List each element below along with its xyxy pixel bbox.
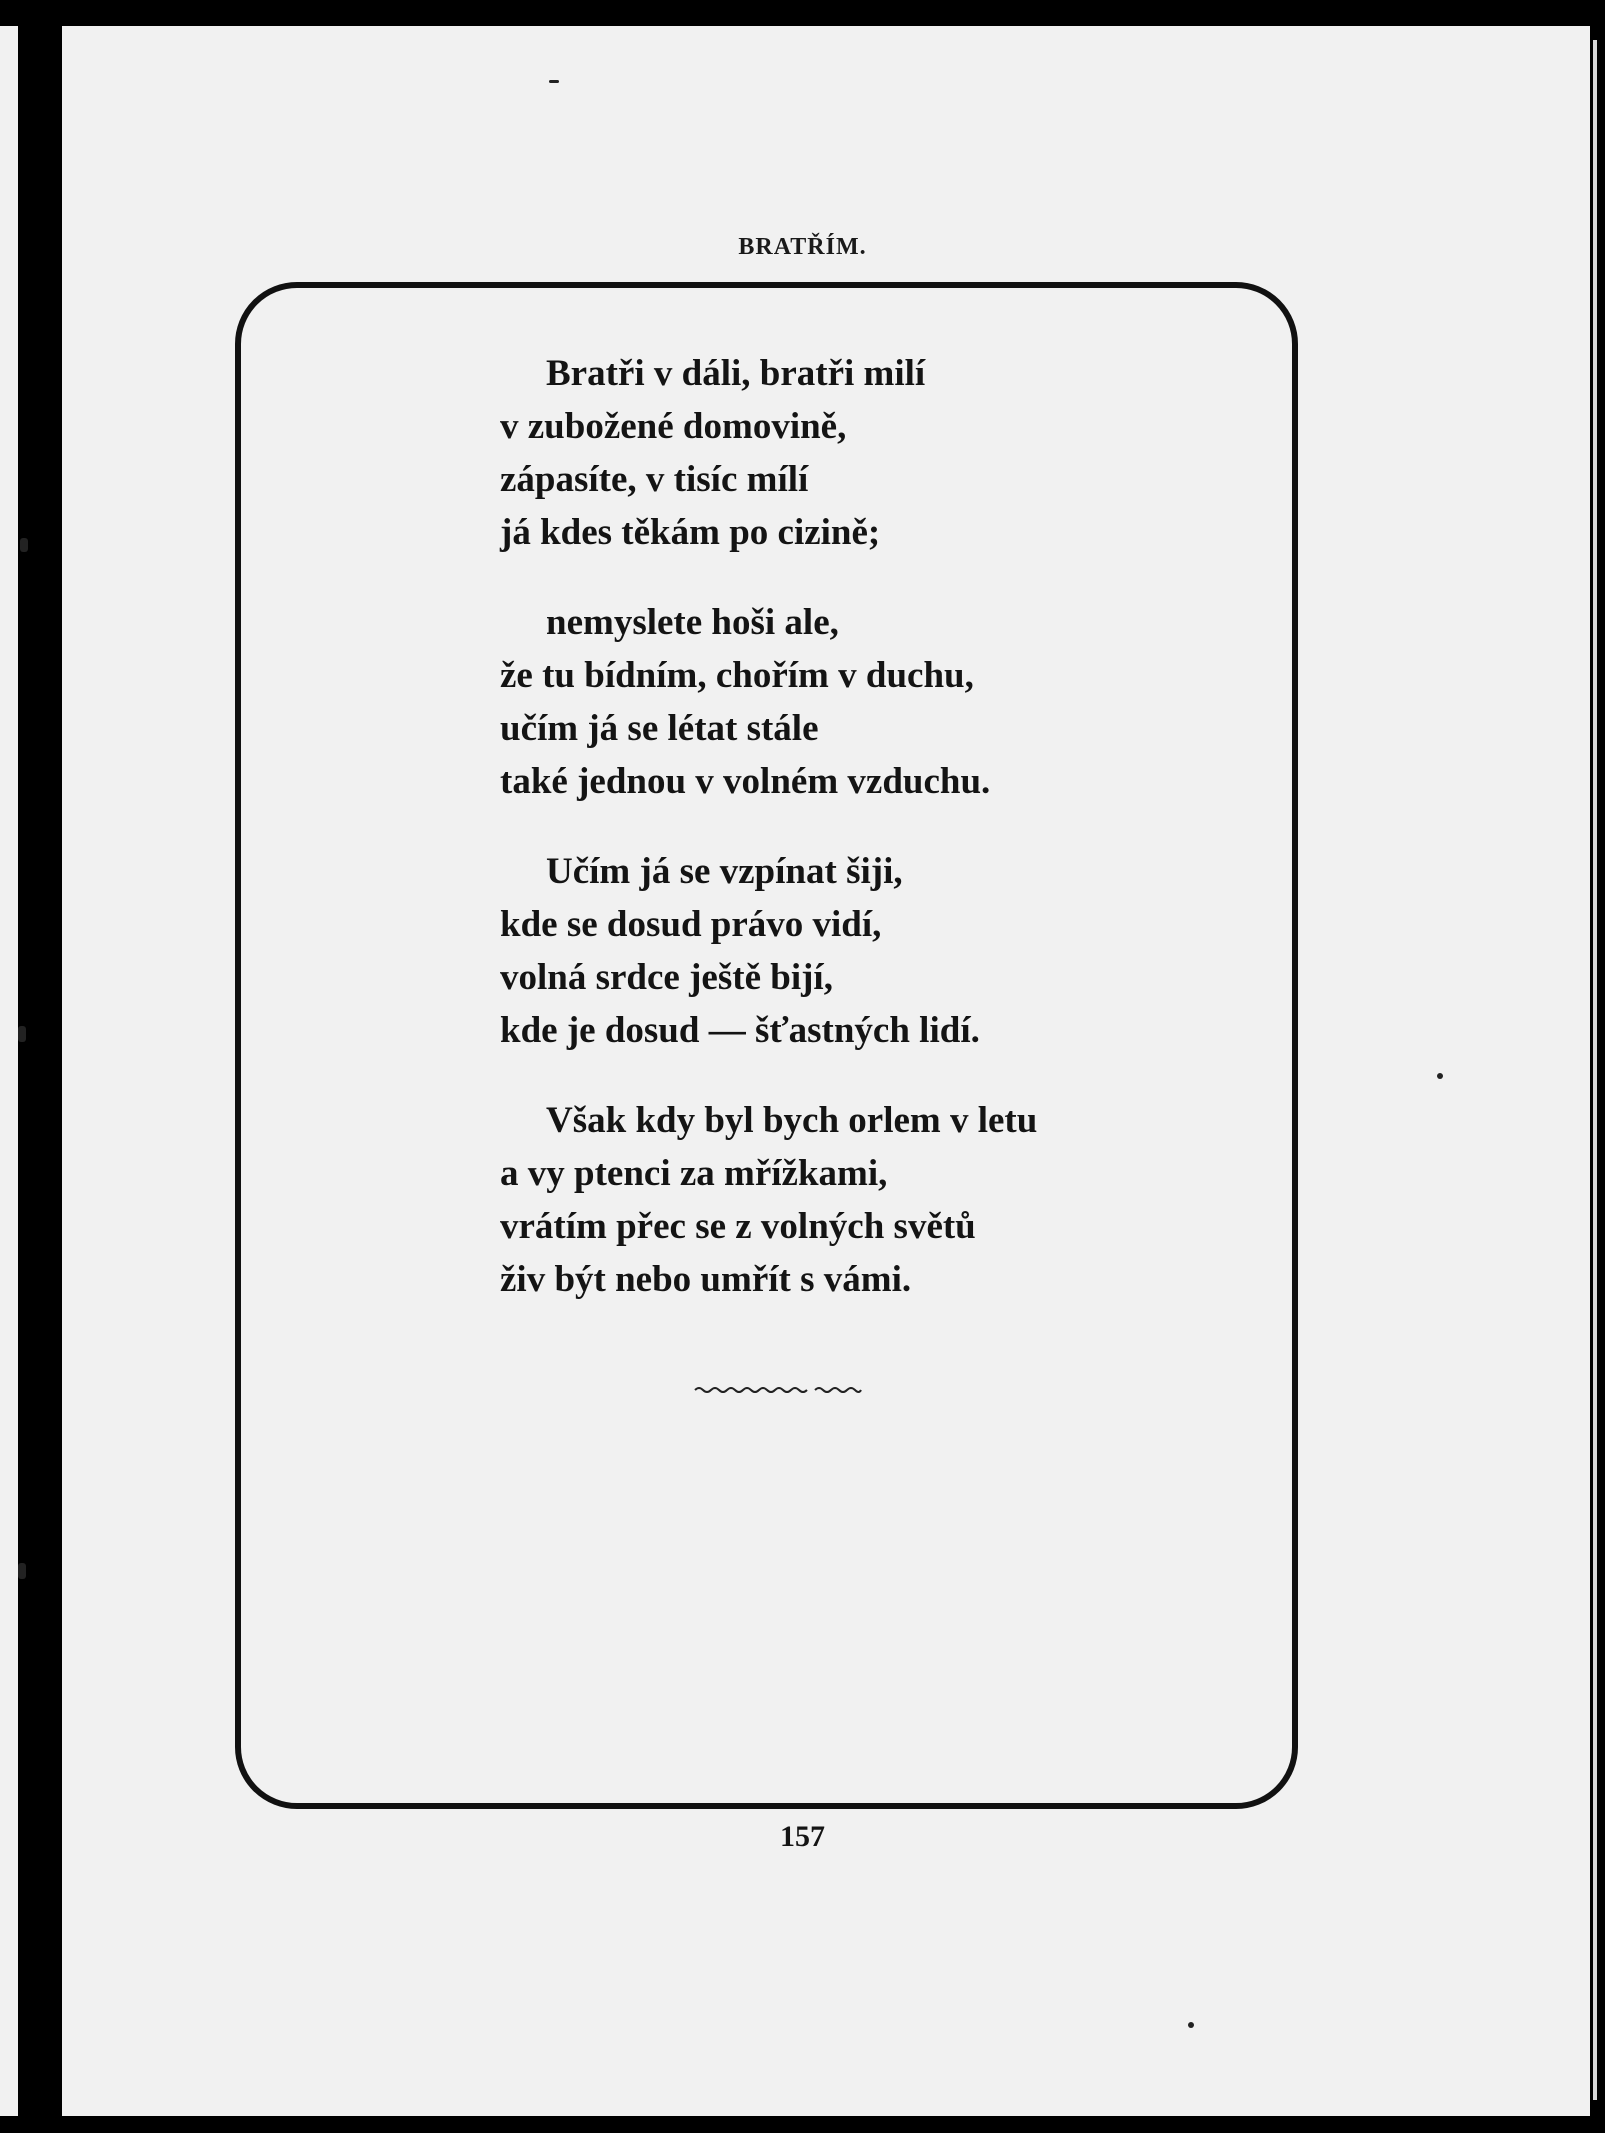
stanza bbox=[500, 845, 1037, 1057]
ink-speck bbox=[1437, 1073, 1443, 1079]
poem-line: a vy ptenci za mřížkami, bbox=[500, 1153, 888, 1194]
poem bbox=[500, 347, 1037, 1306]
stanza bbox=[500, 347, 1037, 559]
ink-speck bbox=[18, 1026, 26, 1042]
poem-line: že tu bídním, chořím v duchu, bbox=[500, 655, 974, 696]
poem-line: Učím já se vzpínat šiji, bbox=[546, 851, 903, 892]
ink-speck bbox=[20, 538, 28, 552]
wavy-ornament-icon bbox=[693, 1380, 863, 1400]
poem-line: zápasíte, v tisíc mílí bbox=[500, 459, 809, 500]
ink-speck bbox=[18, 1563, 26, 1579]
stanza bbox=[500, 1094, 1037, 1306]
ink-speck bbox=[549, 80, 559, 83]
poem-line: živ být nebo umřít s vámi. bbox=[500, 1259, 912, 1300]
poem-line: také jednou v volném vzduchu. bbox=[500, 761, 991, 802]
page-number: 157 bbox=[780, 1820, 825, 1853]
running-head: BRATŘÍM. bbox=[738, 234, 867, 260]
poem-line: Bratři v dáli, bratři milí bbox=[546, 353, 926, 394]
page-right-edge bbox=[1593, 40, 1597, 2100]
facing-page-edge bbox=[0, 26, 18, 2116]
poem-line: kde se dosud právo vidí, bbox=[500, 904, 882, 945]
poem-line: v zubožené domovině, bbox=[500, 406, 847, 447]
poem-line: kde je dosud — šťastných lidí. bbox=[500, 1010, 980, 1051]
poem-line: učím já se létat stále bbox=[500, 708, 819, 749]
stanza bbox=[500, 596, 1037, 808]
poem-line: nemyslete hoši ale, bbox=[546, 602, 839, 643]
ink-speck bbox=[1188, 2022, 1194, 2028]
poem-line: volná srdce ještě bijí, bbox=[500, 957, 833, 998]
poem-line: já kdes těkám po cizině; bbox=[500, 512, 881, 553]
poem-line: vrátím přec se z volných světů bbox=[500, 1206, 976, 1247]
poem-line: Však kdy byl bych orlem v letu bbox=[546, 1100, 1038, 1141]
